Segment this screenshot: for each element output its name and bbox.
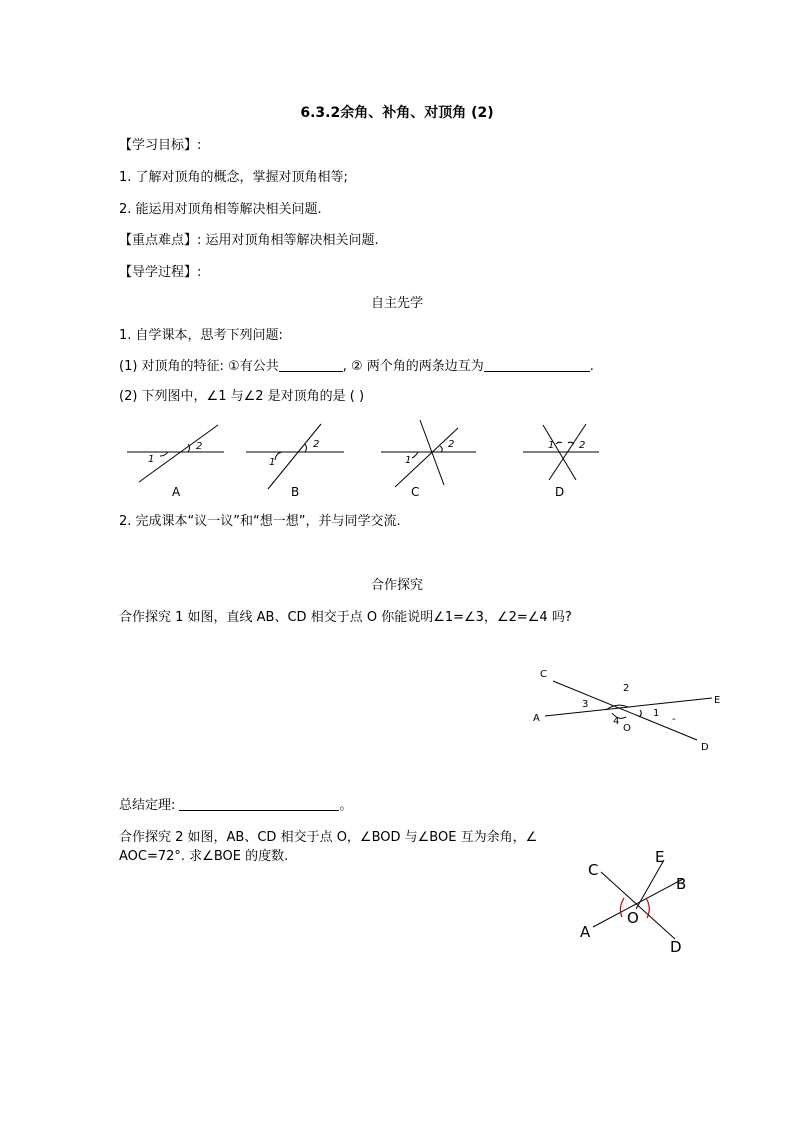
fig2-label-a: A [580, 923, 591, 941]
question-1: 1. 自学课本，思考下列问题: [119, 328, 283, 343]
question-1a-end: . [589, 359, 594, 374]
option-a-label-2: 2 [196, 441, 203, 452]
fig1-label-dash: - [672, 714, 676, 725]
fig1-label-4: 4 [613, 716, 620, 727]
option-d-letter: D [555, 485, 565, 499]
summary-end: 。 [339, 798, 353, 813]
fig1-label-a: A [533, 713, 540, 724]
fig2-line-oe [636, 860, 664, 909]
process-heading: 【导学过程】: [119, 265, 202, 280]
coop-heading: 合作探究 [370, 578, 423, 593]
fig2-label-c: C [588, 861, 599, 879]
question-1a-part2: , ② 两个角的两条边互为 [342, 359, 484, 374]
coop-exercise-1: 合作探究 1 如图，直线 AB、CD 相交于点 O 你能说明∠1=∠3，∠2=∠4 吗? [119, 610, 572, 625]
fig1-label-3: 3 [582, 699, 589, 710]
goals-heading: 【学习目标】: [119, 138, 202, 153]
option-a-letter: A [172, 485, 181, 499]
option-b-letter: B [291, 485, 300, 499]
fig1-label-2: 2 [623, 683, 630, 694]
option-c-letter: C [411, 485, 420, 499]
option-a-label-1: 1 [148, 454, 155, 465]
fig2-label-o: O [627, 909, 639, 927]
goal-2: 2. 能运用对顶角相等解决相关问题. [119, 202, 322, 217]
fig1-label-e: E [714, 695, 721, 706]
fig2-arc-bod [646, 898, 649, 918]
key-points: 【重点难点】: 运用对顶角相等解决相关问题. [119, 233, 379, 248]
question-1b: (2) 下列图中，∠1 与∠2 是对顶角的是 ( ) [119, 389, 365, 404]
option-c-label-2: 2 [448, 439, 455, 450]
option-d-label-2: 2 [579, 440, 586, 451]
fig2-arc-aoc [620, 898, 624, 917]
fig1-label-1: 1 [653, 708, 660, 719]
goal-1: 1. 了解对顶角的概念，掌握对顶角相等; [119, 170, 348, 185]
fig1-label-c: C [540, 669, 547, 680]
option-b-label-1: 1 [269, 457, 276, 468]
option-c-label-1: 1 [405, 455, 412, 466]
option-b-label-2: 2 [313, 439, 320, 450]
question-1a-part1: (1) 对顶角的特征: ①有公共 [119, 359, 279, 374]
question-2: 2. 完成课本“议一议”和“想一想”，并与同学交流. [119, 514, 401, 529]
self-study-heading: 自主先学 [370, 296, 423, 311]
coop-exercise-2-line1: 合作探究 2 如图，AB、CD 相交于点 O，∠BOD 与∠BOE 互为余角，∠ [119, 830, 538, 845]
coop-exercise-2-line2: AOC=72°. 求∠BOE 的度数. [119, 849, 289, 864]
page-title: 6.3.2余角、补角、对顶角 (2) [300, 105, 494, 121]
fig2-label-d: D [670, 938, 682, 956]
option-d-label-1: 1 [548, 440, 555, 451]
fig1-label-d: D [701, 742, 709, 753]
fig2-label-e: E [655, 848, 665, 866]
fig2-label-b: B [676, 875, 687, 893]
summary-label: 总结定理: [119, 798, 176, 813]
fig1-label-o: O [623, 723, 631, 734]
